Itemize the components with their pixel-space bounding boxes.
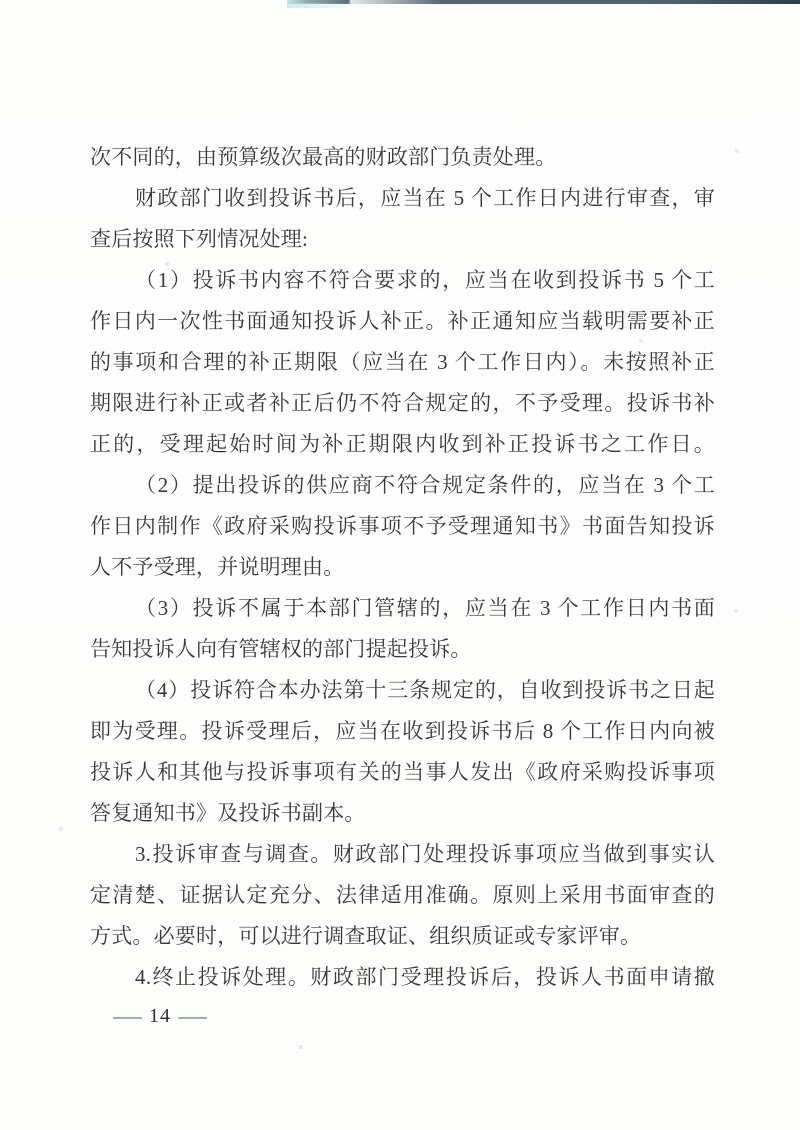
text-line: （3）投诉不属于本部门管辖的，应当在 3 个工作日内书面 bbox=[135, 596, 715, 620]
page-number bbox=[113, 1004, 207, 1029]
text-line: 作日内制作《政府采购投诉事项不予受理通知书》书面告知投诉 bbox=[90, 514, 715, 538]
document-body-text bbox=[90, 137, 715, 998]
page-number-value: 14 bbox=[149, 1005, 171, 1027]
text-line: 次不同的，由预算级次最高的财政部门负责处理。 bbox=[90, 145, 557, 169]
page-number-dash-right: — bbox=[178, 1004, 207, 1028]
scanner-edge-artifact bbox=[287, 0, 800, 4]
text-line: 4.终止投诉处理。财政部门受理投诉后，投诉人书面申请撤 bbox=[135, 965, 715, 989]
text-line: 人不予受理，并说明理由。 bbox=[90, 555, 345, 579]
text-line: 的事项和合理的补正期限（应当在 3 个工作日内）。未按照补正 bbox=[90, 350, 715, 374]
text-line: 财政部门收到投诉书后，应当在 5 个工作日内进行审查，审 bbox=[135, 186, 715, 210]
text-line: 正的，受理起始时间为补正期限内收到补正投诉书之工作日。 bbox=[90, 432, 715, 456]
text-line: 答复通知书》及投诉书副本。 bbox=[90, 801, 366, 825]
scan-noise-speckles bbox=[0, 0, 2, 2]
text-line: 告知投诉人向有管辖权的部门提起投诉。 bbox=[90, 637, 472, 661]
text-line: 方式。必要时，可以进行调查取证、组织质证或专家评审。 bbox=[90, 924, 642, 948]
text-line: 3.投诉审查与调查。财政部门处理投诉事项应当做到事实认 bbox=[135, 842, 715, 866]
text-line: 作日内一次性书面通知投诉人补正。补正通知应当载明需要补正 bbox=[90, 309, 715, 333]
text-line: （2）提出投诉的供应商不符合规定条件的，应当在 3 个工 bbox=[135, 473, 715, 497]
text-line: 即为受理。投诉受理后，应当在收到投诉书后 8 个工作日内向被 bbox=[90, 719, 715, 743]
text-line: （1）投诉书内容不符合要求的，应当在收到投诉书 5 个工 bbox=[135, 268, 715, 292]
text-line: 期限进行补正或者补正后仍不符合规定的，不予受理。投诉书补 bbox=[90, 391, 715, 415]
text-line: 定清楚、证据认定充分、法律适用准确。原则上采用书面审查的 bbox=[90, 883, 715, 907]
page-number-dash-left: — bbox=[113, 1004, 142, 1028]
text-line: 投诉人和其他与投诉事项有关的当事人发出《政府采购投诉事项 bbox=[90, 760, 715, 784]
text-line: （4）投诉符合本办法第十三条规定的，自收到投诉书之日起 bbox=[135, 678, 715, 702]
text-line: 查后按照下列情况处理: bbox=[90, 227, 309, 251]
